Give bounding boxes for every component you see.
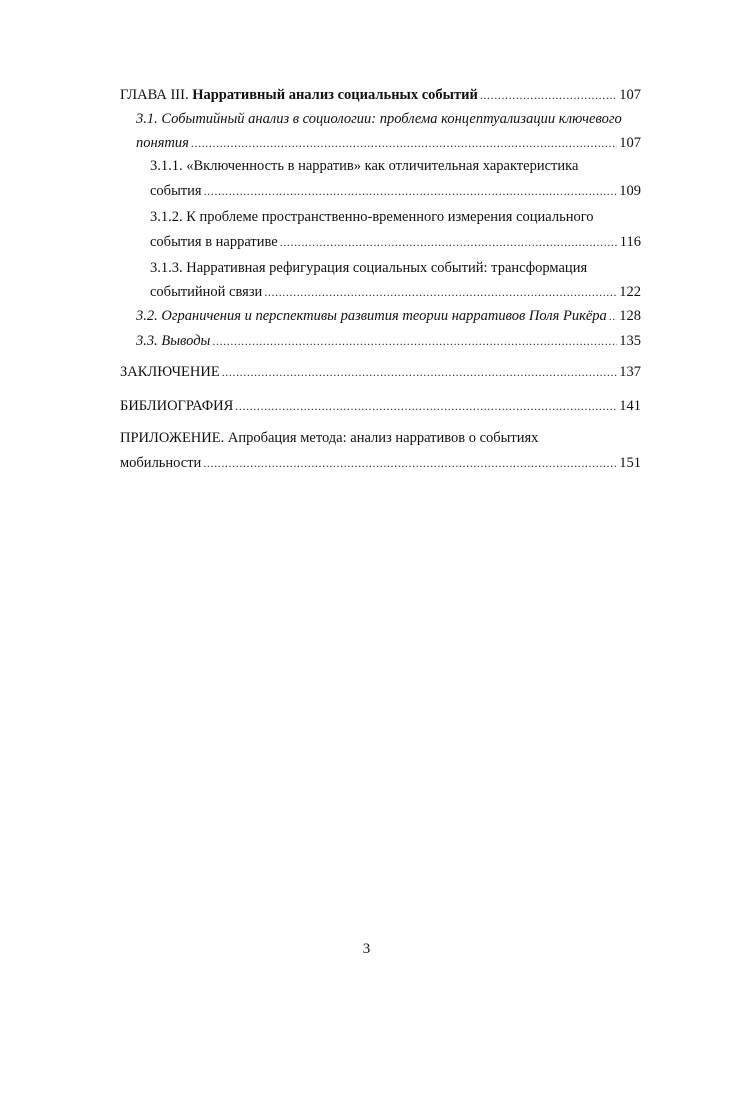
page-ref: 135 [619,333,641,349]
entry-title: БИБЛИОГРАФИЯ [120,398,234,414]
toc-entry-3-1-1 [150,182,641,200]
toc-entry-3-1-3-line1: 3.1.3. Нарративная рефигурация социальных событий: трансформация [150,260,588,276]
entry-title: события в нарративе [150,234,278,250]
toc-entry-3-1 [136,134,641,152]
chapter-prefix: ГЛАВА III. [120,87,193,103]
entry-title: 3.2. Ограничения и перспективы развития теории нарративов Поля Рикёра [136,308,607,324]
leader-dots [191,134,617,152]
leader-dots [222,363,618,381]
leader-dots [212,332,617,350]
toc-entry-appendix-line1: ПРИЛОЖЕНИЕ. Апробация метода: анализ нарративов о событиях [120,430,539,446]
toc-entry-bibliography [120,397,641,415]
toc-entry-chapter-3 [120,86,641,104]
page-ref: 128 [619,308,641,324]
page-ref: 137 [619,364,641,380]
page-ref: 107 [619,135,641,151]
page-ref: 116 [619,234,641,250]
toc-entry-appendix [120,454,641,472]
entry-title: события [150,183,202,199]
entry-title: событийной связи [150,284,263,300]
chapter-title: Нарративный анализ социальных событий [192,87,478,103]
leader-dots [280,233,618,251]
leader-dots [203,454,617,472]
page-ref: 141 [619,398,641,414]
page-ref: 122 [619,284,641,300]
leader-dots [235,397,617,415]
leader-dots [204,182,618,200]
entry-title: ЗАКЛЮЧЕНИЕ [120,364,220,380]
entry-title: мобильности [120,455,202,471]
toc-entry-3-1-1-line1: 3.1.1. «Включенность в нарратив» как отличительная характеристика [150,158,579,174]
page-number: 3 [362,941,371,957]
toc-entry-3-2 [136,307,641,325]
toc-entry-conclusion [120,363,641,381]
leader-dots [480,86,617,104]
toc-entry-3-1-3 [150,283,641,301]
toc-entry-3-1-2 [150,233,641,251]
page-ref: 151 [619,455,641,471]
toc-entry-3-1-line1: 3.1. Событийный анализ в социологии: проблема концептуализации ключевого [136,111,622,127]
toc-entry-3-3 [136,332,641,350]
leader-dots [264,283,617,301]
leader-dots [609,307,617,325]
entry-title: понятия [136,135,189,151]
page-ref: 109 [619,183,641,199]
page-ref: 107 [619,87,641,103]
entry-title: 3.3. Выводы [136,333,211,349]
toc-entry-3-1-2-line1: 3.1.2. К проблеме пространственно-временного измерения социального [150,209,594,225]
